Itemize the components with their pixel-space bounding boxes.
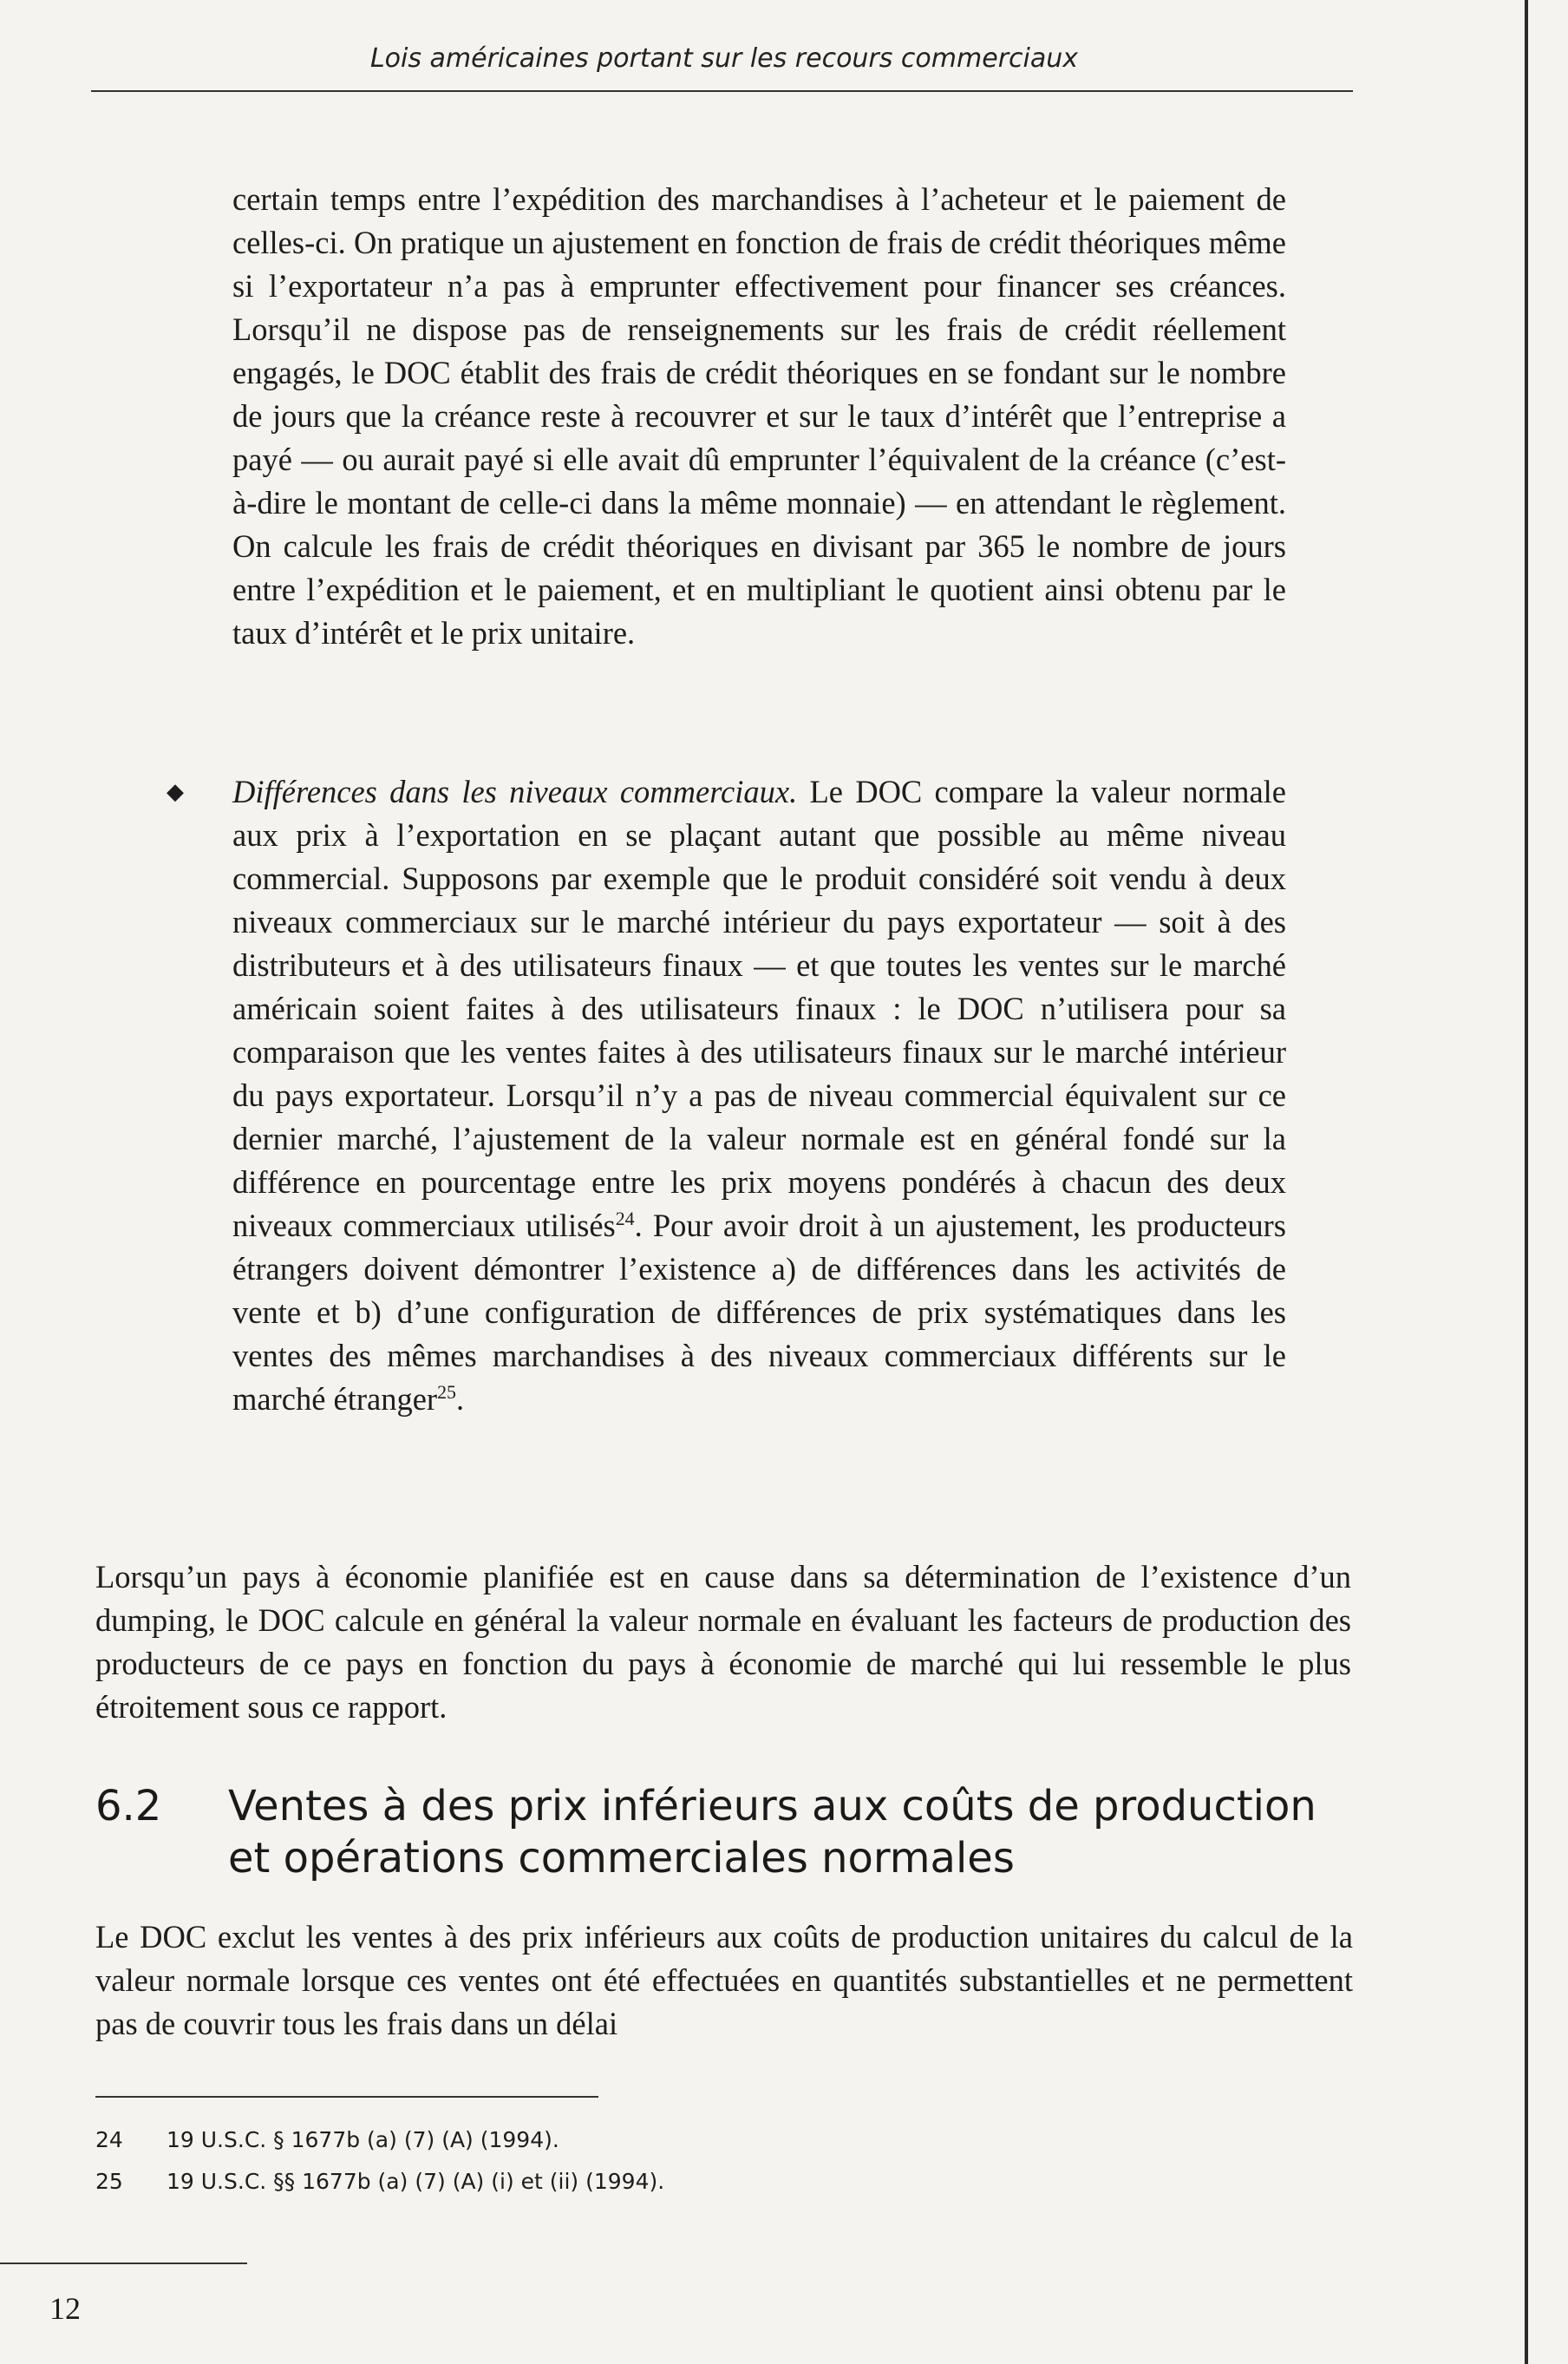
footnote-number: 24 [95,2127,123,2152]
footnote-ref-25[interactable]: 25 [437,1380,456,1403]
footnote-rule [95,2096,598,2098]
footnote-text: 19 U.S.C. §§ 1677b (a) (7) (A) (i) et (ii) (1994). [167,2169,665,2194]
section-number: 6.2 [95,1782,162,1830]
footnote-25 [95,2168,664,2196]
page-number-rule [0,2262,247,2264]
header-rule [91,90,1353,92]
footnote-number: 25 [95,2169,123,2194]
bullet-text-part-1: Le DOC compare la valeur normale aux prix à l’exportation en se plaçant autant que possible au même niveau commercial. Supposons par exemple que le produit considéré soit vendu à deux niveaux commerciaux sur le marché intérieur du pays exportateur — soit à des distributeurs et à des utilisateurs finaux — et que toutes les ventes sur le marché américain soient faites à des utilisateurs finaux : le DOC n’utilisera pour sa comparaison que les ventes faites à des utilisateurs finaux sur le marché intérieur du pays exportateur. Lorsqu’il n’y a pas de niveau commercial équivalent sur ce dernier marché, l’ajustement de la valeur normale est en général fondé sur la différence en pourcentage entre les prix moyens pondérés à chacun des deux niveaux commerciaux utilisés [232,774,1287,1243]
scan-edge-line [1525,0,1528,2364]
bullet-text-end: . [455,1381,465,1417]
page-number: 12 [49,2291,81,2326]
section-title: Ventes à des prix inférieurs aux coûts de production et opérations commerciales normales [228,1782,1316,1883]
bullet-diamond-icon: ◆ [167,779,184,804]
section-paragraph: Le DOC exclut les ventes à des prix inférieurs aux coûts de production unitaires du calcul de la valeur normale lorsque ces ventes ont été effectuées en quantités substantielles et ne permettent pas de couvrir tous les frais dans un délai [95,1919,1353,2041]
bullet-text-part-2: . Pour avoir droit à un ajustement, les producteurs étrangers doivent démontrer l’existence a) de différences dans les activités de vente et b) d’une configuration de différences de prix systématiques dans les ventes des mêmes marchandises à des niveaux commerciaux différents sur le marché étranger [232,1208,1286,1417]
bullet-continuation: certain temps entre l’expédition des marchandises à l’acheteur et le paiement de celles-ci. On pratique un ajustement en fonction de frais de crédit théoriques même si l’exportateur n’a pas à emprunter effectivement pour financer ses créances. Lorsqu’il ne dispose pas de renseignements sur les frais de crédit réellement engagés, le DOC établit des frais de crédit théoriques en se fondant sur le nombre de jours que la créance reste à recouvrer et sur le taux d’intérêt que l’entreprise a payé — ou aurait payé si elle avait dû emprunter l’équivalent de la créance (c’est-à-dire le montant de celle-ci dans la même monnaie) — en attendant le règlement. On calcule les frais de crédit théoriques en divisant par 365 le nombre de jours entre l’expédition et le paiement, et en multipliant le quotient ainsi obtenu par le taux d’intérêt et le prix unitaire. [232,181,1286,651]
footnote-ref-24[interactable]: 24 [615,1207,635,1229]
bullet-italic-lead: Différences dans les niveaux commerciaux. [232,774,798,809]
bullet-level-of-trade [232,770,1286,1421]
footnote-text: 19 U.S.C. § 1677b (a) (7) (A) (1994). [167,2127,559,2152]
footnote-24 [95,2126,559,2154]
running-header: Lois américaines portant sur les recours commerciaux [369,43,1079,74]
paragraph-planned-economy: Lorsqu’un pays à économie planifiée est en cause dans sa détermination de l’existence d’un dumping, le DOC calcule en général la valeur normale en évaluant les facteurs de production des producteurs de ce pays en fonction du pays à économie de marché qui lui ressemble le plus étroitement sous ce rapport. [95,1559,1351,1725]
